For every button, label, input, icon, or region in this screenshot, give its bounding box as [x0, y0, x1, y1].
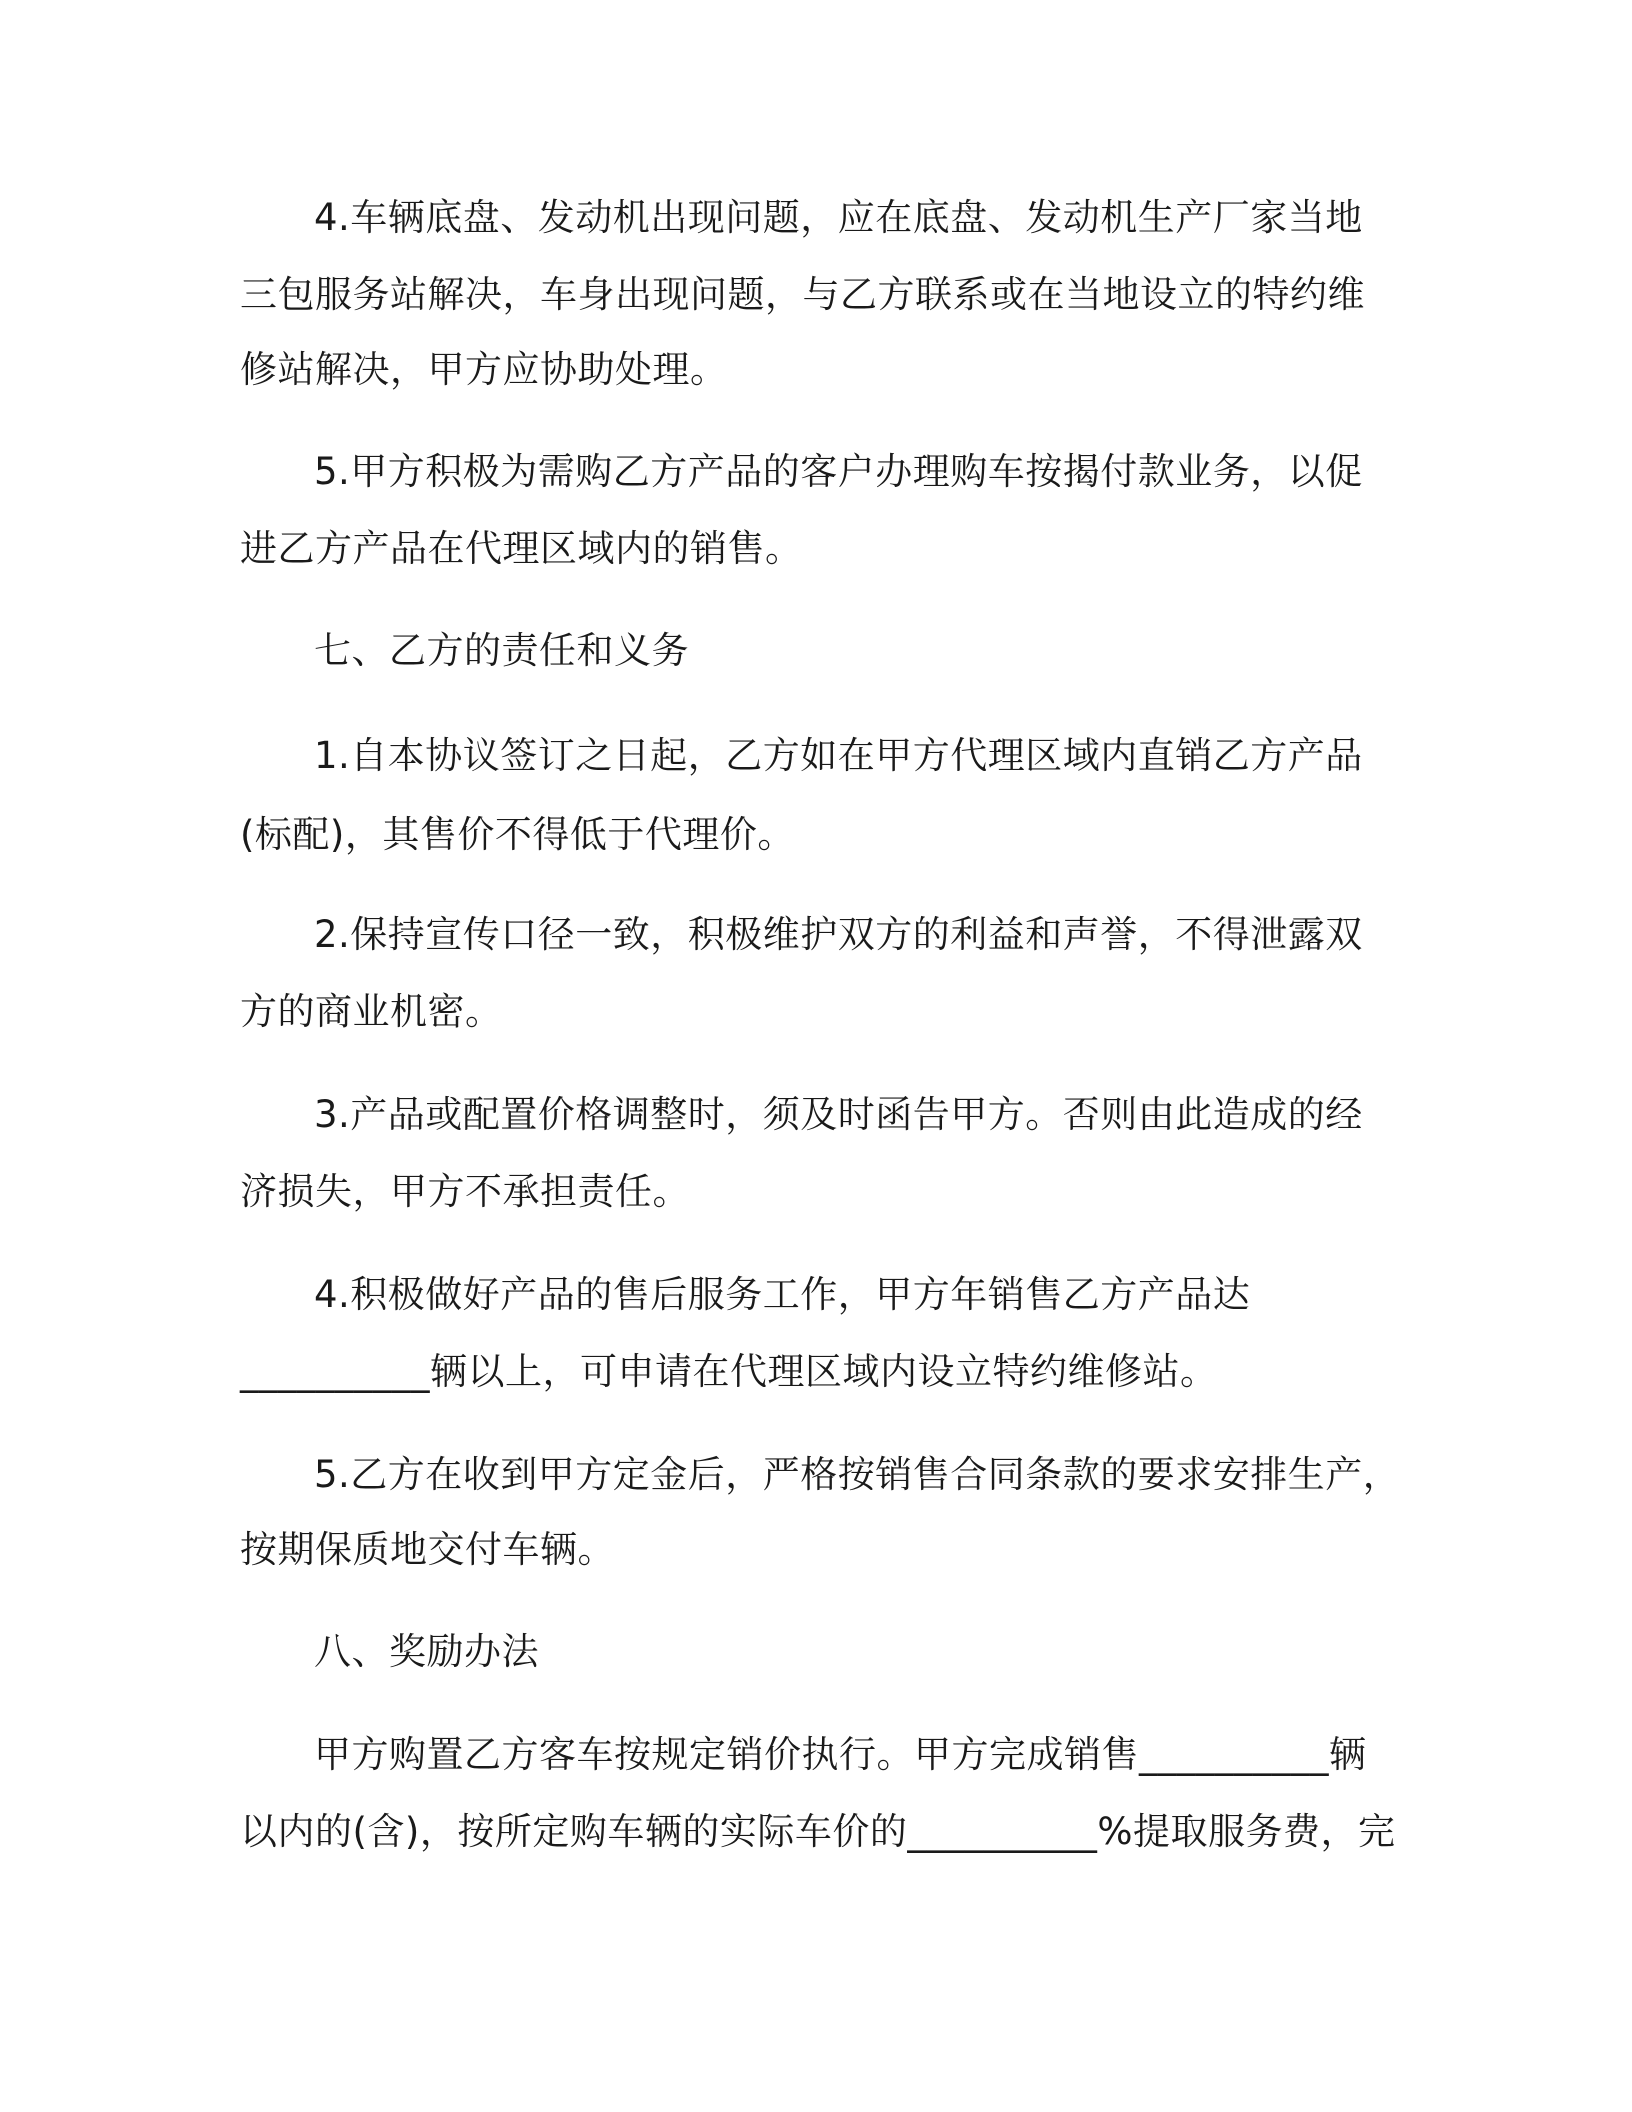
section-8-body-line-1: 甲方购置乙方客车按规定销价执行。甲方完成销售__________辆 — [314, 1733, 1367, 1776]
clause-7-3-line-2: 济损失，甲方不承担责任。 — [240, 1170, 690, 1213]
section-7-heading: 七、乙方的责任和义务 — [314, 629, 689, 672]
clause-7-2-line-2: 方的商业机密。 — [240, 990, 503, 1033]
clause-6-5-line-1: 5.甲方积极为需购乙方产品的客户办理购车按揭付款业务，以促 — [314, 450, 1363, 493]
section-8-body-line-2: 以内的(含)，按所定购车辆的实际车价的__________%提取服务费，完 — [240, 1810, 1396, 1853]
section-8-heading: 八、奖励办法 — [314, 1630, 539, 1673]
clause-7-4-line-2: __________辆以上，可申请在代理区域内设立特约维修站。 — [240, 1350, 1218, 1393]
clause-6-5-line-2: 进乙方产品在代理区域内的销售。 — [240, 527, 803, 570]
clause-6-4-line-1: 4.车辆底盘、发动机出现问题，应在底盘、发动机生产厂家当地 — [314, 196, 1363, 239]
clause-7-4-line-1: 4.积极做好产品的售后服务工作，甲方年销售乙方产品达 — [314, 1273, 1251, 1316]
clause-7-5-line-1: 5.乙方在收到甲方定金后，严格按销售合同条款的要求安排生产， — [314, 1453, 1401, 1496]
clause-7-5-line-2: 按期保质地交付车辆。 — [240, 1528, 615, 1571]
clause-7-1-line-1: 1.自本协议签订之日起，乙方如在甲方代理区域内直销乙方产品 — [314, 734, 1363, 777]
clause-6-4-line-3: 修站解决，甲方应协助处理。 — [240, 348, 728, 391]
clause-6-4-line-2: 三包服务站解决，车身出现问题，与乙方联系或在当地设立的特约维 — [240, 273, 1365, 316]
clause-7-1-line-2: (标配)，其售价不得低于代理价。 — [240, 813, 795, 856]
clause-7-2-line-1: 2.保持宣传口径一致，积极维护双方的利益和声誉，不得泄露双 — [314, 913, 1363, 956]
clause-7-3-line-1: 3.产品或配置价格调整时，须及时函告甲方。否则由此造成的经 — [314, 1093, 1363, 1136]
